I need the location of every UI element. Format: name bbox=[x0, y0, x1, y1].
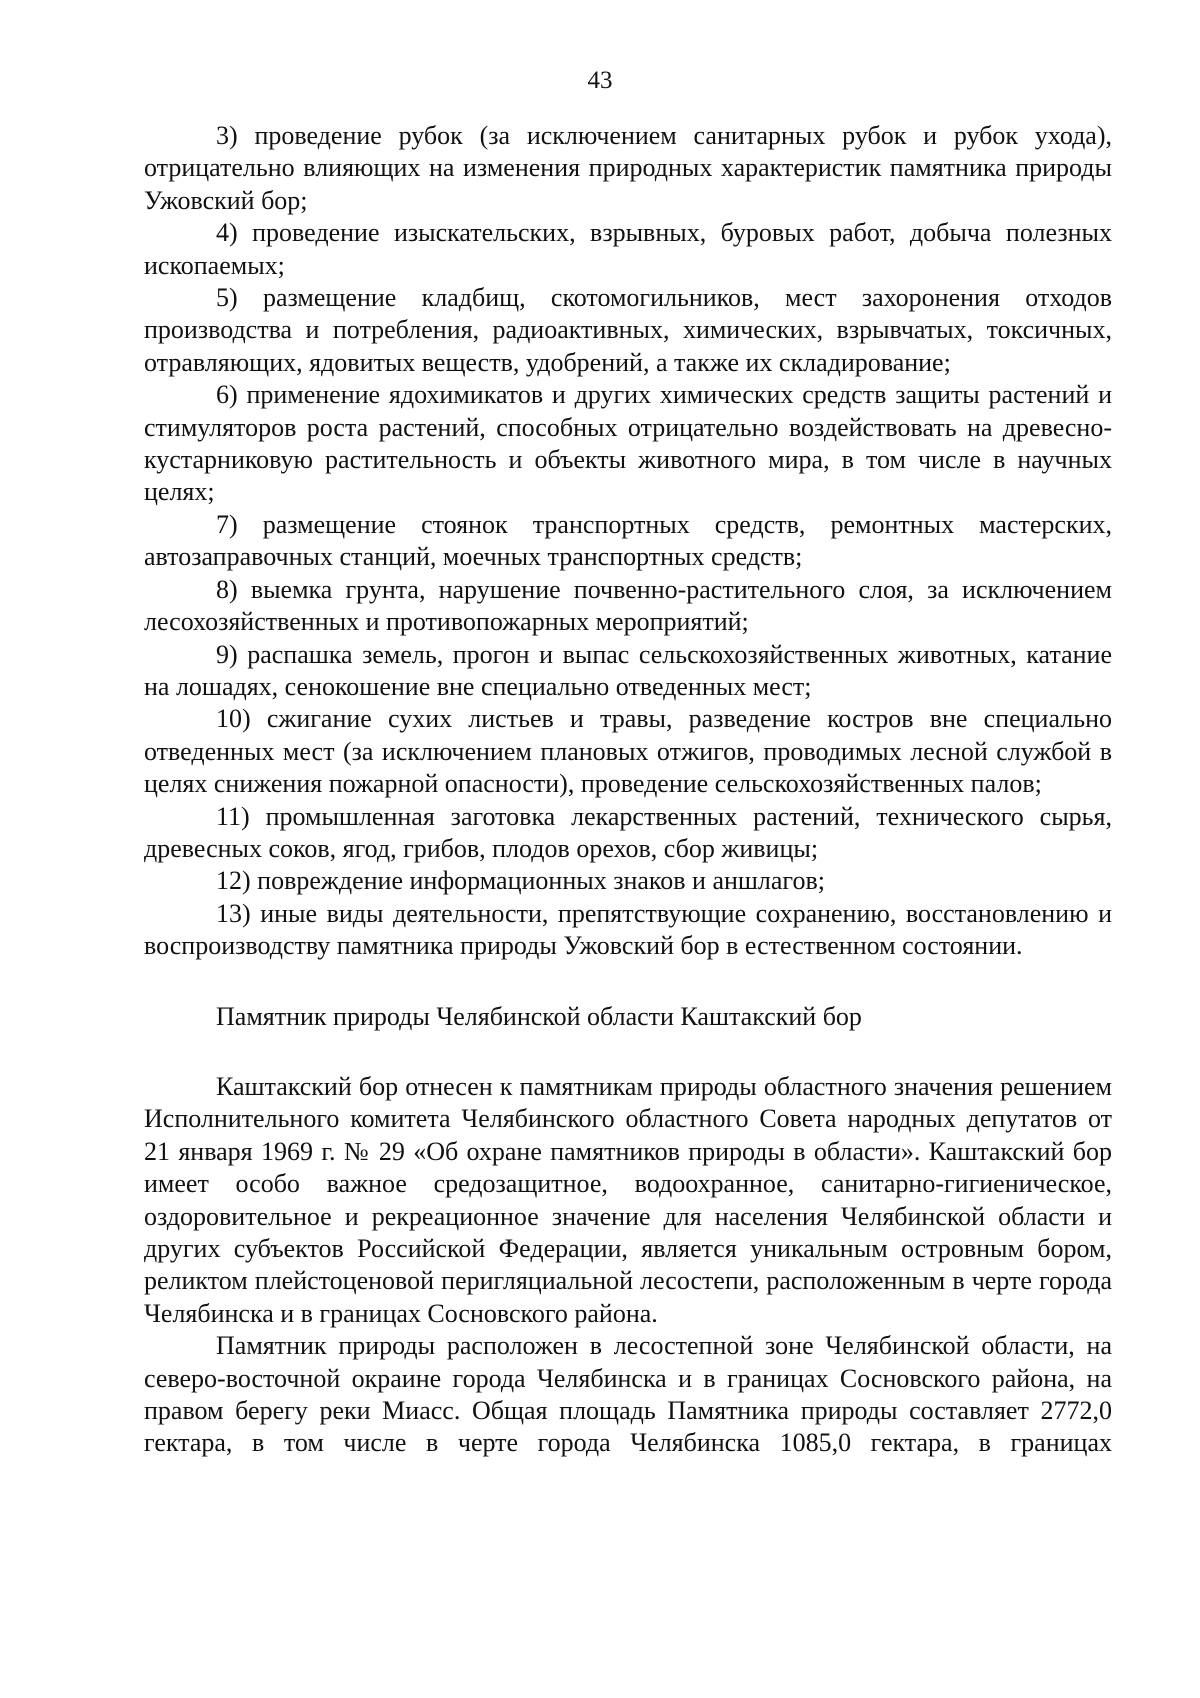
section-heading: Памятник природы Челябинской области Каштакский бор bbox=[216, 1001, 862, 1031]
list-item: 6) применение ядохимикатов и других химических средств защиты растений и стимуляторов роста растений, способных отрицательно воздействовать на древесно-кустарниковую растительность и объекты животного мира, в том числе в научных целях; bbox=[144, 380, 1112, 507]
document-body bbox=[144, 120, 1112, 1460]
list-item: 11) промышленная заготовка лекарственных растений, технического сырья, древесных соков, ягод, грибов, плодов орехов, сбор живицы; bbox=[144, 801, 1112, 863]
list-item: 4) проведение изыскательских, взрывных, буровых работ, добыча полезных ископаемых; bbox=[144, 218, 1112, 280]
list-item: 8) выемка грунта, нарушение почвенно-растительного слоя, за исключением лесохозяйственных и противопожарных мероприятий; bbox=[144, 574, 1112, 637]
list-item: 9) распашка земель, прогон и выпас сельскохозяйственных животных, катание на лошадях, сенокошение вне специально отведенных мест; bbox=[144, 639, 1112, 701]
list-item: 12) повреждение информационных знаков и аншлагов; bbox=[216, 866, 825, 896]
list-item: 10) сжигание сухих листьев и травы, разведение костров вне специально отведенных мест (за исключением плановых отжигов, проводимых лесной службой в целях снижения пожарной опасности), проведение сельскохозяйственных палов; bbox=[144, 704, 1112, 799]
list-item: 13) иные виды деятельности, препятствующие сохранению, восстановлению и воспроизводству памятника природы Ужовский бор в естественном состоянии. bbox=[144, 898, 1112, 961]
list-item: 7) размещение стоянок транспортных средств, ремонтных мастерских, автозаправочных станций, моечных транспортных средств; bbox=[144, 509, 1112, 572]
body-paragraph: Памятник природы расположен в лесостепной зоне Челябинской области, на северо-восточной окраине города Челябинска и в границах Сосновского района, на правом берегу реки Миасс. Общая площадь Памятника природы составляет 2772,0 гектара, в том числе в черте города Челябинска 1085,0 гектара, в границах bbox=[144, 1331, 1112, 1458]
list-item: 3) проведение рубок (за исключением санитарных рубок и рубок ухода), отрицательно влияющих на изменения природных характеристик памятника природы Ужовский бор; bbox=[144, 121, 1112, 215]
body-paragraph: Каштакский бор отнесен к памятникам природы областного значения решением Исполнительного комитета Челябинского областного Совета народных депутатов от 21 января 1969 г. № 29 «Об охране памятников природы в области». Каштакский бор имеет особо важное средозащитное, водоохранное, санитарно-гигиеническое, оздоровительное и рекреационное значение для населения Челябинской области и других субъектов Российской Федерации, является уникальным островным бором, реликтом плейстоценовой перигляциальной лесостепи, расположенным в черте города Челябинска и в границах Сосновского района. bbox=[144, 1071, 1112, 1328]
page-number: 43 bbox=[587, 67, 613, 94]
list-item: 5) размещение кладбищ, скотомогильников, мест захоронения отходов производства и потребления, радиоактивных, химических, взрывчатых, токсичных, отравляющих, ядовитых веществ, удобрений, а также их складирование; bbox=[144, 283, 1112, 377]
